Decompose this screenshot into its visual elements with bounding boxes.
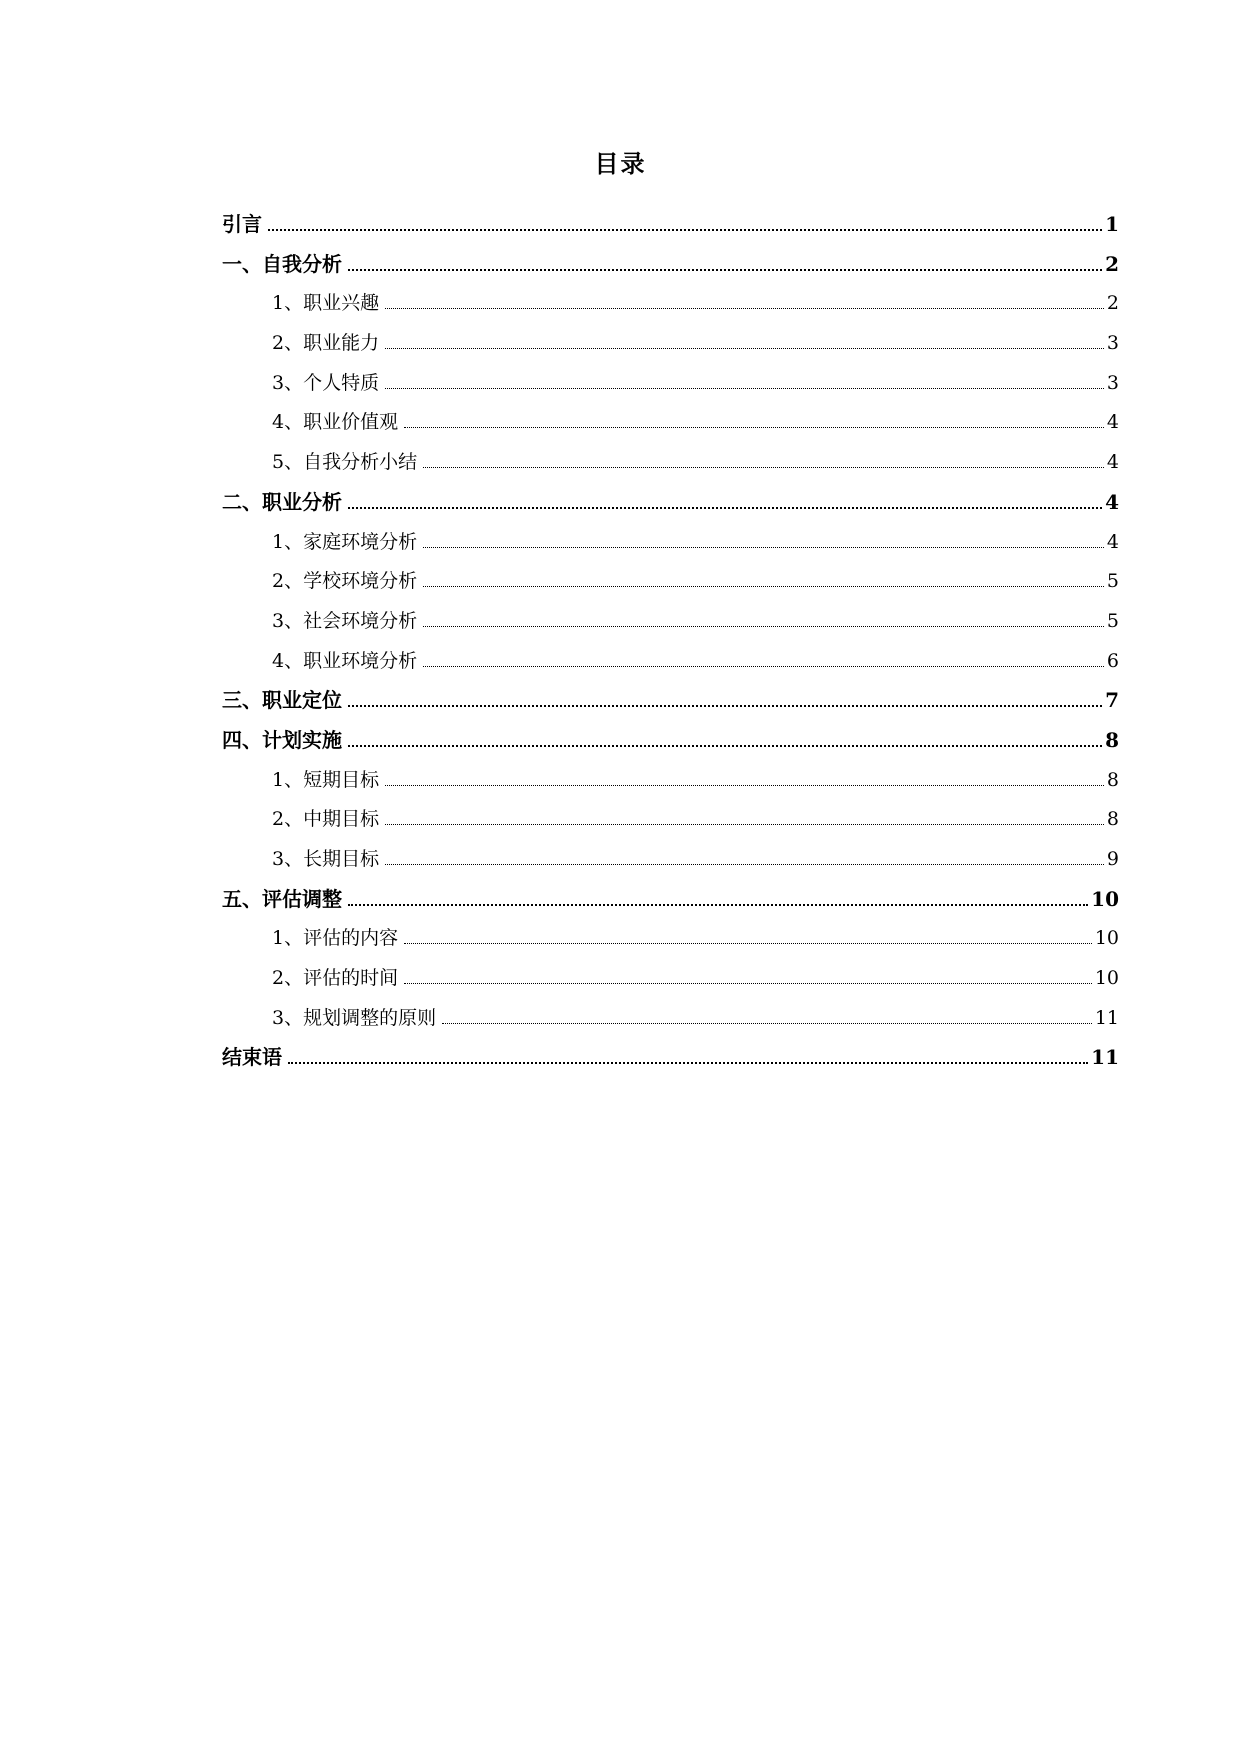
toc-entry-label: 2、评估的时间 [272,967,399,990]
toc-entry[interactable] [222,959,1119,999]
toc-entry-page-number: 4 [1106,411,1119,434]
dot-leader [385,823,1104,825]
toc-entry-page-number: 4 [1106,530,1119,553]
dot-leader [348,704,1102,707]
toc-entry-label: 3、规划调整的原则 [272,1006,437,1029]
toc-entry[interactable] [222,284,1119,324]
toc-entry[interactable] [222,602,1119,642]
toc-entry-page-number: 3 [1106,371,1119,394]
toc-entry-page-number: 6 [1106,649,1119,672]
toc-entry[interactable] [222,800,1119,840]
toc-entry-page-number: 7 [1105,688,1119,713]
toc-entry[interactable] [222,245,1119,285]
toc-entry-label: 3、个人特质 [272,371,380,394]
toc-entry[interactable] [222,483,1119,523]
dot-leader [385,784,1104,786]
dot-leader [385,307,1104,309]
toc-entry-label: 1、家庭环境分析 [272,530,418,553]
toc-entry-label: 1、评估的内容 [272,927,399,950]
toc-entry-label: 四、计划实施 [222,727,342,752]
toc-entry-page-number: 8 [1106,768,1119,791]
toc-entry-page-number: 11 [1094,1006,1119,1029]
dot-leader [385,347,1104,349]
toc-entry-label: 三、职业定位 [222,688,342,713]
toc-entry[interactable] [222,721,1119,761]
toc-entry-page-number: 4 [1106,451,1119,474]
dot-leader [348,903,1088,906]
toc-entry[interactable] [222,1038,1119,1078]
dot-leader [404,426,1104,428]
toc-entry[interactable] [222,562,1119,602]
toc-entry-page-number: 9 [1106,848,1119,870]
table-of-contents [222,205,1119,1078]
dot-leader [423,625,1104,627]
toc-entry-label: 一、自我分析 [222,251,342,276]
toc-entry-page-number: 2 [1106,292,1119,315]
toc-entry-label: 1、短期目标 [272,768,380,791]
dot-leader [385,387,1104,389]
toc-entry-page-number: 2 [1105,251,1119,276]
toc-entry[interactable] [222,324,1119,364]
toc-entry-page-number: 8 [1105,727,1119,752]
toc-entry-label: 结束语 [222,1045,282,1070]
toc-entry[interactable] [222,642,1119,682]
toc-entry[interactable] [222,761,1119,801]
dot-leader [423,546,1104,548]
dot-leader [423,585,1104,587]
toc-entry-page-number: 8 [1106,808,1119,831]
toc-entry-label: 二、职业分析 [222,489,342,514]
dot-leader [385,863,1104,865]
toc-entry-page-number: 11 [1091,1045,1119,1070]
toc-entry[interactable] [222,681,1119,721]
dot-leader [348,506,1102,509]
toc-entry[interactable] [222,919,1119,959]
toc-entry-page-number: 10 [1094,927,1119,950]
dot-leader [268,228,1102,231]
page-title: 目录 [594,149,647,178]
toc-entry[interactable] [222,443,1119,483]
toc-entry-label: 4、职业价值观 [272,411,399,434]
dot-leader [348,744,1102,747]
toc-entry-label: 5、自我分析小结 [272,451,418,474]
dot-leader [348,268,1102,271]
toc-entry[interactable] [222,840,1119,880]
toc-entry-label: 3、长期目标 [272,848,380,870]
dot-leader [288,1061,1088,1064]
toc-entry-label: 3、社会环境分析 [272,609,418,632]
dot-leader [404,982,1092,984]
toc-entry-label: 2、职业能力 [272,332,380,355]
dot-leader [423,665,1104,667]
dot-leader [404,942,1092,944]
toc-entry[interactable] [222,403,1119,443]
toc-entry-label: 引言 [222,212,262,236]
toc-entry-label: 1、职业兴趣 [272,292,380,315]
toc-entry[interactable] [222,205,1119,245]
toc-entry[interactable] [222,880,1119,920]
toc-entry-label: 2、中期目标 [272,808,380,831]
toc-entry-label: 五、评估调整 [222,886,342,911]
toc-entry-page-number: 3 [1106,332,1119,355]
toc-entry[interactable] [222,999,1119,1039]
toc-entry-page-number: 10 [1094,967,1119,990]
toc-entry-label: 4、职业环境分析 [272,649,418,672]
toc-entry-page-number: 5 [1106,609,1119,632]
toc-entry-label: 2、学校环境分析 [272,570,418,593]
toc-entry[interactable] [222,523,1119,563]
toc-entry-page-number: 4 [1105,489,1119,514]
dot-leader [442,1022,1092,1024]
toc-entry[interactable] [222,364,1119,404]
toc-entry-page-number: 10 [1091,886,1119,911]
dot-leader [423,466,1104,468]
toc-entry-page-number: 5 [1106,570,1119,593]
toc-entry-page-number: 1 [1105,212,1119,236]
